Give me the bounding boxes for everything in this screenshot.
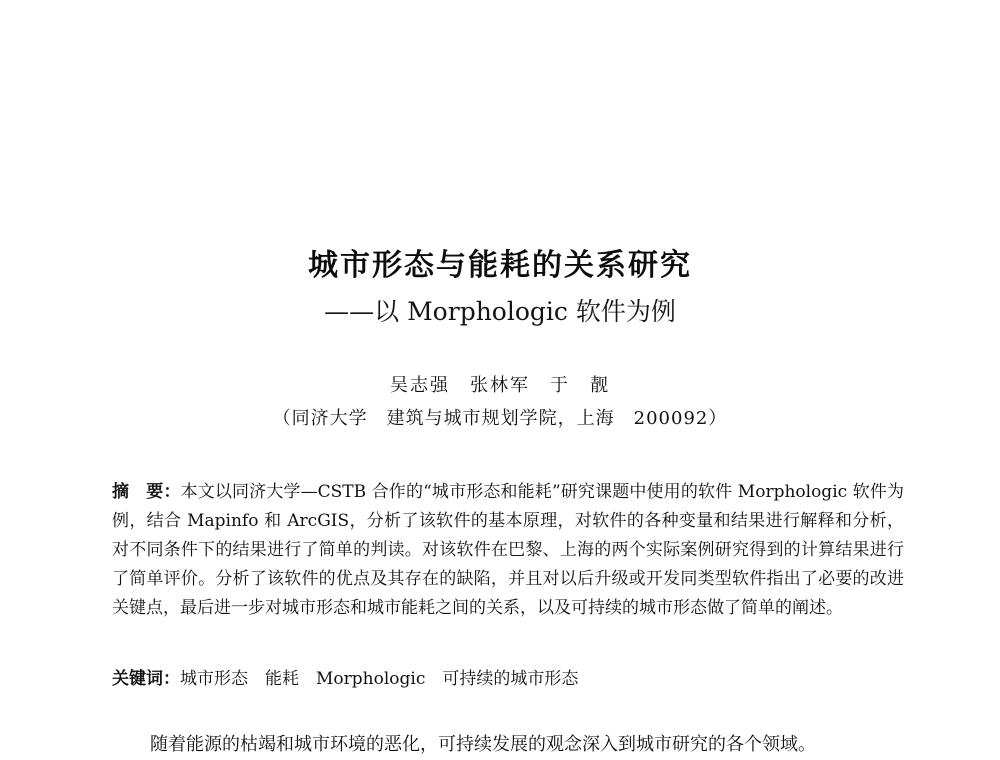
keywords-text: 城市形态 能耗 Morphologic 可持续的城市形态 [180, 669, 579, 689]
paper-title: 城市形态与能耗的关系研究 [308, 248, 692, 283]
abstract-text: 本文以同济大学—CSTB 合作的“城市形态和能耗”研究课题中使用的软件 Morphologic 软件为例，结合 Mapinfo 和 ArcGIS，分析了该软件的基本原理，对软件的各种变量和结果进行解释和分析，对不同条件下的结果进行了简单的判读。对该软件在巴黎、上海的两个实际案例研究得到的计算结果进行了简单评价。分析了该软件的优点及其存在的缺陷，并且对以后升级或开发同类型软件指出了必要的改进关键点，最后进一步对城市形态和城市能耗之间的关系，以及可持续的城市形态做了简单的阐述。 [112, 482, 904, 618]
abstract-label: 摘 要： [112, 482, 181, 502]
author-affiliation: （同济大学 建筑与城市规划学院，上海 200092） [272, 408, 728, 429]
keywords-section [112, 667, 904, 691]
keywords-label: 关键词： [112, 669, 180, 689]
author-list: 吴志强 张林军 于 靓 [390, 375, 610, 396]
body-paragraph: 随着能源的枯竭和城市环境的恶化，可持续发展的观念深入到城市研究的各个领域。 [150, 734, 816, 755]
paper-subtitle: ——以 Morphologic 软件为例 [324, 297, 676, 326]
abstract-section [112, 478, 904, 623]
